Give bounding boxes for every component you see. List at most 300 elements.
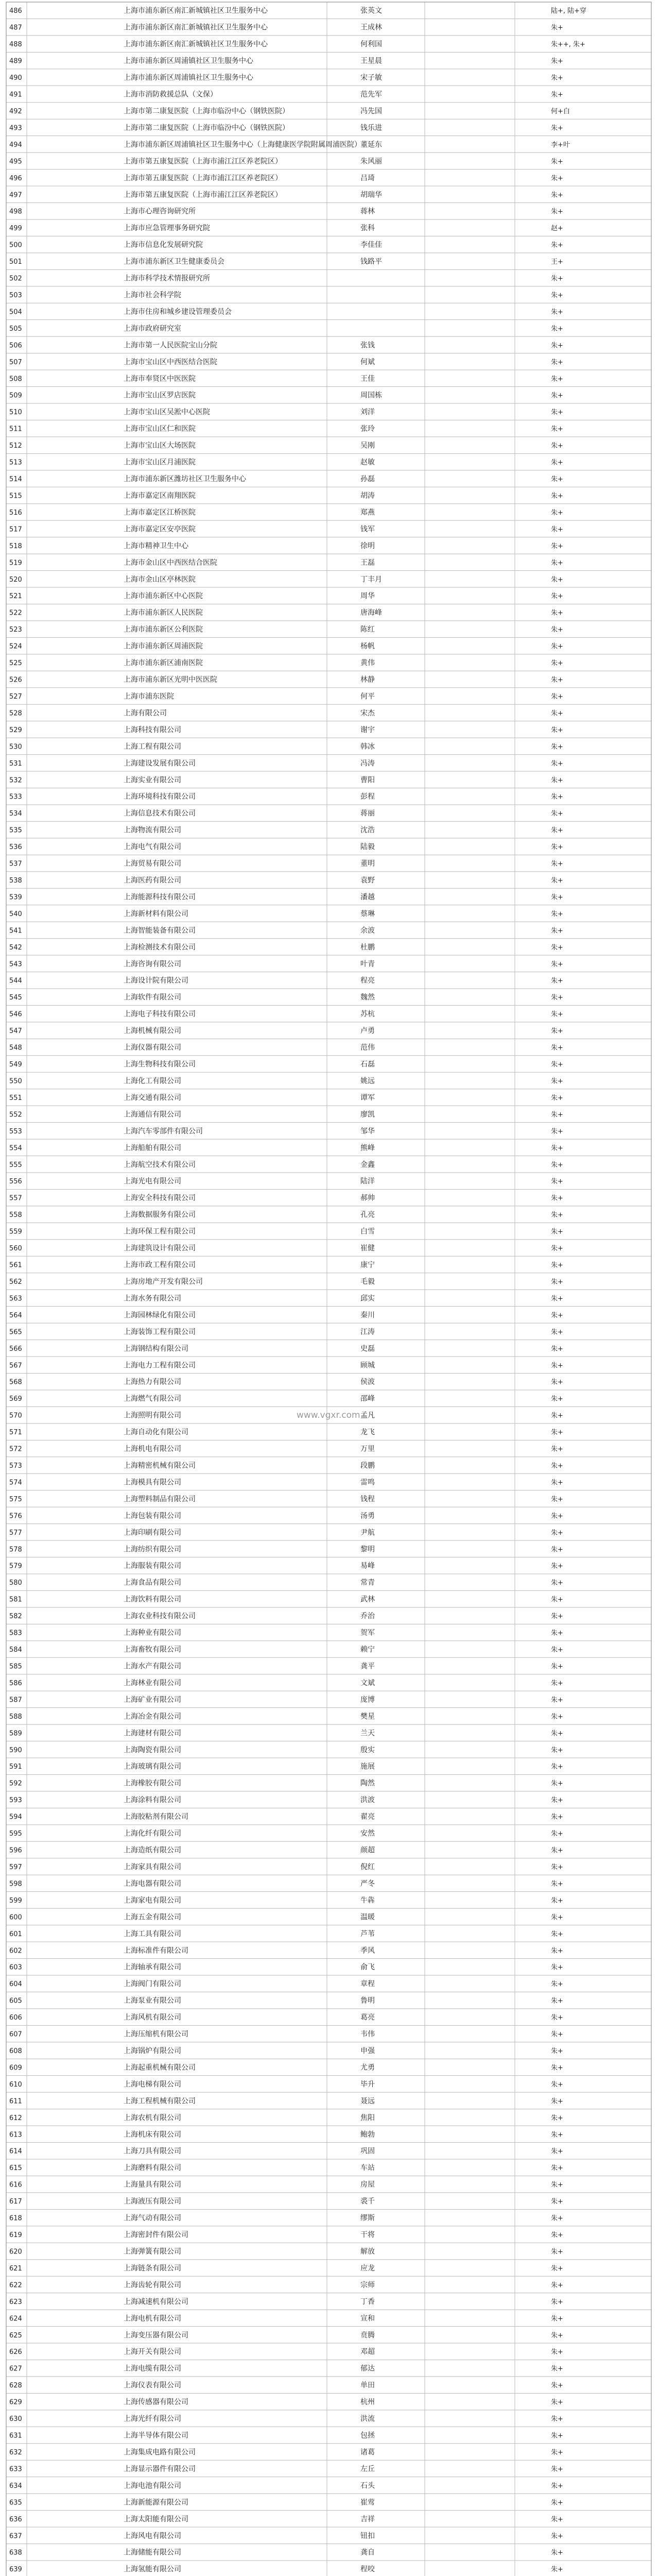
person-name: 唐海峰 <box>360 608 382 617</box>
person-name: 尤勇 <box>360 2063 375 2072</box>
row-number: 611 <box>9 2097 22 2106</box>
row-number: 551 <box>9 1094 22 1102</box>
person-name: 兰天 <box>360 1729 375 1738</box>
person-name: 崔健 <box>360 1244 375 1253</box>
person-name: 葛亮 <box>360 2013 375 2022</box>
company-name: 上海数据服务有限公司 <box>124 1211 196 1219</box>
person-name: 龚自 <box>360 2548 375 2557</box>
person-name: 车站 <box>360 2164 375 2173</box>
note-right: 朱+ <box>551 1412 563 1420</box>
person-name: 廖凯 <box>360 1110 375 1119</box>
company-name: 上海有限公司 <box>124 709 167 718</box>
row-number: 636 <box>9 2515 22 2523</box>
note-right: 朱+ <box>551 776 563 785</box>
person-name: 乔治 <box>360 1612 375 1621</box>
company-name: 上海安全科技有限公司 <box>124 1194 196 1202</box>
company-name: 上海机床有限公司 <box>124 2130 181 2139</box>
company-name: 上海气动有限公司 <box>124 2214 181 2223</box>
row-number: 535 <box>9 826 22 835</box>
person-name: 余波 <box>360 926 375 935</box>
note-right: 朱+ <box>551 626 563 634</box>
note-right: 朱+ <box>551 1479 563 1487</box>
note-right: 朱+ <box>551 1913 563 1922</box>
person-name: 包拯 <box>360 2431 375 2440</box>
company-name: 上海磨料有限公司 <box>124 2164 181 2173</box>
row-number: 587 <box>9 1696 22 1704</box>
row-number: 578 <box>9 1546 22 1554</box>
row-number: 497 <box>9 191 22 199</box>
note-right: 朱+ <box>551 375 563 383</box>
note-right: 朱+ <box>551 2131 563 2139</box>
note-right: 朱+ <box>551 275 563 283</box>
person-name: 王成林 <box>360 23 382 32</box>
company-name: 上海家电有限公司 <box>124 1896 181 1905</box>
note-right: 朱+ <box>551 559 563 567</box>
company-name: 上海水产有限公司 <box>124 1662 181 1671</box>
row-number: 519 <box>9 559 22 567</box>
note-right: 朱+ <box>551 308 563 316</box>
note-right: 朱+ <box>551 726 563 734</box>
company-name: 上海氢能有限公司 <box>124 2565 181 2574</box>
person-name: 范先军 <box>360 90 382 99</box>
company-name: 上海压缩机有限公司 <box>124 2030 188 2039</box>
note-right: 朱+ <box>551 526 563 534</box>
note-right: 朱+ <box>551 1345 563 1353</box>
row-number: 609 <box>9 2064 22 2072</box>
company-name: 上海市第一人民医院宝山分院 <box>124 341 217 350</box>
row-number: 557 <box>9 1194 22 1202</box>
row-number: 623 <box>9 2298 22 2306</box>
person-name: 樊星 <box>360 1712 375 1721</box>
person-name: 房屋 <box>360 2180 375 2189</box>
note-right: 朱+ <box>551 241 563 249</box>
person-name: 解放 <box>360 2247 375 2256</box>
company-name: 上海贸易有限公司 <box>124 859 181 868</box>
company-name: 上海农业科技有限公司 <box>124 1612 196 1621</box>
note-right: 朱+ <box>551 692 563 701</box>
company-name: 上海市嘉定区安亭医院 <box>124 525 196 534</box>
person-name: 侯波 <box>360 1378 375 1386</box>
row-number: 617 <box>9 2198 22 2206</box>
note-right: 朱+ <box>551 1546 563 1554</box>
person-name: 孟凡 <box>360 1411 375 1420</box>
note-right: 朱+ <box>551 2064 563 2072</box>
row-number: 552 <box>9 1111 22 1119</box>
note-right: 朱+ <box>551 1780 563 1788</box>
row-number: 526 <box>9 676 22 684</box>
person-name: 文斌 <box>360 1679 375 1687</box>
person-name: 干将 <box>360 2231 375 2240</box>
row-number: 523 <box>9 626 22 634</box>
person-name: 朱风丽 <box>360 157 382 166</box>
person-name: 秦川 <box>360 1311 375 1319</box>
note-right: 朱+ <box>551 1010 563 1019</box>
company-name: 上海种业有限公司 <box>124 1629 181 1637</box>
note-right: 朱+ <box>551 2281 563 2290</box>
person-name: 顾城 <box>360 1361 375 1370</box>
company-name: 上海化纤有限公司 <box>124 1829 181 1838</box>
note-right: 朱+ <box>551 609 563 617</box>
row-number: 504 <box>9 308 22 316</box>
company-name: 上海咨询有限公司 <box>124 960 181 969</box>
row-number: 607 <box>9 2030 22 2039</box>
note-right: 朱+ <box>551 1863 563 1871</box>
company-name: 上海集成电路有限公司 <box>124 2448 196 2456</box>
note-right: 朱+ <box>551 2231 563 2240</box>
person-name: 孙磊 <box>360 475 375 484</box>
company-name: 上海印刷有限公司 <box>124 1528 181 1537</box>
note-right: 朱+ <box>551 91 563 99</box>
note-right: 朱+ <box>551 2164 563 2173</box>
person-name: 贲腾 <box>360 2331 375 2340</box>
person-name: 邵峰 <box>360 1395 375 1403</box>
person-name: 应龙 <box>360 2264 375 2273</box>
row-number: 568 <box>9 1378 22 1386</box>
company-name: 上海阀门有限公司 <box>124 1980 181 1989</box>
note-right: 朱+ <box>551 74 563 82</box>
row-number: 543 <box>9 960 22 969</box>
note-right: 朱+ <box>551 1730 563 1738</box>
company-name: 上海物流有限公司 <box>124 826 181 835</box>
company-name: 上海市浦东新区周浦医院 <box>124 642 203 651</box>
person-name: 黎明 <box>360 1545 375 1554</box>
note-right: 朱+ <box>551 1646 563 1654</box>
note-right: 朱+ <box>551 2566 563 2574</box>
row-number: 583 <box>9 1629 22 1637</box>
company-name: 上海液压有限公司 <box>124 2197 181 2206</box>
company-name: 上海市心理咨询研究所 <box>124 207 196 216</box>
row-number: 563 <box>9 1295 22 1303</box>
person-name: 何斌 <box>360 358 375 366</box>
company-name: 上海科技有限公司 <box>124 725 181 734</box>
person-name: 胡瑞华 <box>360 191 382 199</box>
row-number: 626 <box>9 2348 22 2357</box>
note-right: 朱+ <box>551 1947 563 1955</box>
note-right: 朱+ <box>551 2014 563 2022</box>
person-name: 常青 <box>360 1579 375 1587</box>
row-number: 591 <box>9 1763 22 1771</box>
person-name: 宋子敏 <box>360 74 382 82</box>
note-right: 朱+ <box>551 509 563 517</box>
company-name: 上海显示器件有限公司 <box>124 2465 196 2473</box>
person-name: 宋杰 <box>360 709 375 718</box>
note-right: 朱+ <box>551 1211 563 1219</box>
person-name: 李佳佳 <box>360 241 382 249</box>
person-name: 江涛 <box>360 1328 375 1336</box>
person-name: 张科 <box>360 224 375 233</box>
note-right: 朱+ <box>551 1178 563 1186</box>
row-number: 502 <box>9 275 22 283</box>
row-number: 529 <box>9 726 22 734</box>
person-name: 邱实 <box>360 1294 375 1303</box>
note-right: 朱+ <box>551 1261 563 1269</box>
company-name: 上海医药有限公司 <box>124 876 181 885</box>
company-name: 上海刀具有限公司 <box>124 2147 181 2156</box>
row-number: 494 <box>9 141 22 149</box>
row-number: 572 <box>9 1445 22 1453</box>
note-right: 朱+ <box>551 1462 563 1470</box>
company-name: 上海通信有限公司 <box>124 1110 181 1119</box>
company-name: 上海机械有限公司 <box>124 1027 181 1036</box>
company-name: 上海五金有限公司 <box>124 1913 181 1922</box>
row-number: 562 <box>9 1278 22 1286</box>
row-number: 598 <box>9 1880 22 1888</box>
note-right: 王+ <box>551 258 563 266</box>
note-right: 朱+ <box>551 2499 563 2507</box>
person-name: 钮扣 <box>360 2532 375 2540</box>
row-number: 547 <box>9 1027 22 1036</box>
note-right: 朱+ <box>551 2398 563 2406</box>
person-name: 倪红 <box>360 1862 375 1871</box>
row-number: 548 <box>9 1044 22 1052</box>
row-number: 589 <box>9 1730 22 1738</box>
row-number: 491 <box>9 91 22 99</box>
note-right: 朱+ <box>551 1696 563 1704</box>
row-number: 604 <box>9 1980 22 1989</box>
company-name: 上海钢结构有限公司 <box>124 1344 188 1353</box>
note-right: 朱+ <box>551 1529 563 1537</box>
company-name: 上海市浦东新区南汇新城镇社区卫生服务中心 <box>124 7 268 15</box>
row-number: 580 <box>9 1579 22 1587</box>
person-name: 杨帆 <box>360 642 375 651</box>
row-number: 488 <box>9 41 22 49</box>
person-name: 董延东 <box>360 140 382 149</box>
row-number: 603 <box>9 1963 22 1972</box>
row-number: 530 <box>9 743 22 751</box>
company-name: 上海起重机械有限公司 <box>124 2063 196 2072</box>
person-name: 郁达 <box>360 2364 375 2373</box>
row-number: 631 <box>9 2432 22 2440</box>
note-right: 朱+ <box>551 2415 563 2424</box>
row-number: 594 <box>9 1813 22 1821</box>
row-number: 605 <box>9 1997 22 2005</box>
row-number: 509 <box>9 392 22 400</box>
person-name: 程亮 <box>360 976 375 985</box>
row-number: 520 <box>9 575 22 584</box>
person-name: 周国栋 <box>360 391 382 400</box>
person-name: 彭程 <box>360 792 375 801</box>
company-name: 上海市浦东新区周浦镇社区卫生服务中心 <box>124 57 253 65</box>
company-name: 上海新能源有限公司 <box>124 2498 188 2507</box>
row-number: 555 <box>9 1161 22 1169</box>
row-number: 637 <box>9 2532 22 2540</box>
company-name: 上海市浦东新区光明中医医院 <box>124 675 217 684</box>
company-name: 上海电池有限公司 <box>124 2481 181 2490</box>
note-right: 朱+ <box>551 191 563 199</box>
note-right: 朱+ <box>551 1663 563 1671</box>
person-name: 王星晨 <box>360 57 382 65</box>
person-name: 蒋丽 <box>360 809 375 818</box>
row-number: 625 <box>9 2331 22 2340</box>
note-right: 朱+ <box>551 2264 563 2273</box>
row-number: 487 <box>9 24 22 32</box>
note-right: 朱+ <box>551 1245 563 1253</box>
company-name: 上海市浦东新区公利医院 <box>124 625 203 634</box>
row-number: 624 <box>9 2315 22 2323</box>
person-name: 安然 <box>360 1829 375 1838</box>
company-name: 上海纺织有限公司 <box>124 1545 181 1554</box>
person-name: 钱军 <box>360 525 375 534</box>
company-name: 上海电机有限公司 <box>124 2314 181 2323</box>
person-name: 尹航 <box>360 1528 375 1537</box>
row-number: 596 <box>9 1846 22 1855</box>
note-right: 朱+ <box>551 1495 563 1503</box>
note-right: 朱+ <box>551 392 563 400</box>
company-name: 上海开关有限公司 <box>124 2348 181 2357</box>
row-number: 574 <box>9 1479 22 1487</box>
person-name: 胡涛 <box>360 492 375 500</box>
row-number: 486 <box>9 7 22 15</box>
note-right: 朱+ <box>551 759 563 768</box>
company-name: 上海半导体有限公司 <box>124 2431 188 2440</box>
note-right: 朱+ <box>551 810 563 818</box>
company-name: 上海工具有限公司 <box>124 1929 181 1938</box>
company-name: 上海环境科技有限公司 <box>124 792 196 801</box>
company-name: 上海市消防救援总队（文保） <box>124 90 217 99</box>
note-right: 朱+ <box>551 1512 563 1520</box>
row-number: 495 <box>9 158 22 166</box>
company-name: 上海齿轮有限公司 <box>124 2281 181 2290</box>
person-name: 陈红 <box>360 625 375 634</box>
note-right: 朱+ <box>551 2549 563 2557</box>
company-name: 上海市政工程有限公司 <box>124 1261 196 1269</box>
company-name: 上海精密机械有限公司 <box>124 1462 196 1470</box>
row-number: 508 <box>9 375 22 383</box>
note-right: 朱+ <box>551 425 563 433</box>
row-number: 559 <box>9 1228 22 1236</box>
row-number: 516 <box>9 509 22 517</box>
person-name: 鲁明 <box>360 1996 375 2005</box>
row-number: 505 <box>9 325 22 333</box>
company-name: 上海仪器有限公司 <box>124 1043 181 1052</box>
row-number: 606 <box>9 2014 22 2022</box>
company-name: 上海标准件有限公司 <box>124 1946 188 1955</box>
company-name: 上海设计院有限公司 <box>124 976 188 985</box>
note-right: 朱+ <box>551 960 563 969</box>
row-number: 592 <box>9 1780 22 1788</box>
person-name: 白雪 <box>360 1227 375 1236</box>
person-name: 韦伟 <box>360 2030 375 2039</box>
person-name: 单田 <box>360 2381 375 2390</box>
note-right: 朱+ <box>551 1228 563 1236</box>
company-name: 上海交通有限公司 <box>124 1093 181 1102</box>
person-name: 陆毅 <box>360 843 375 852</box>
note-right: 朱+ <box>551 1613 563 1621</box>
person-name: 叶青 <box>360 960 375 969</box>
note-right: 朱+ <box>551 409 563 417</box>
note-right: 朱+ <box>551 2482 563 2490</box>
row-number: 489 <box>9 57 22 65</box>
person-name: 林静 <box>360 675 375 684</box>
note-right: 朱+ <box>551 2080 563 2089</box>
row-number: 532 <box>9 776 22 785</box>
row-number: 630 <box>9 2415 22 2424</box>
note-right: 朱+ <box>551 642 563 651</box>
person-name: 韩冰 <box>360 742 375 751</box>
row-number: 619 <box>9 2231 22 2240</box>
note-right: 朱+ <box>551 994 563 1002</box>
company-name: 上海轴承有限公司 <box>124 1963 181 1972</box>
row-number: 614 <box>9 2147 22 2156</box>
person-name: 武林 <box>360 1595 375 1604</box>
row-number: 627 <box>9 2365 22 2373</box>
note-right: 朱+ <box>551 826 563 835</box>
company-name: 上海市应急管理事务研究院 <box>124 224 210 233</box>
company-name: 上海林业有限公司 <box>124 1679 181 1687</box>
row-number: 565 <box>9 1328 22 1336</box>
company-name: 上海弹簧有限公司 <box>124 2247 181 2256</box>
person-name: 姚远 <box>360 1077 375 1086</box>
note-right: 朱+ <box>551 1797 563 1805</box>
note-right: 朱+ <box>551 542 563 550</box>
note-right: 朱+ <box>551 1295 563 1303</box>
company-name: 上海光纤有限公司 <box>124 2415 181 2424</box>
row-number: 564 <box>9 1311 22 1319</box>
note-right: 朱+ <box>551 208 563 216</box>
row-number: 616 <box>9 2181 22 2189</box>
person-name: 杭州 <box>360 2398 375 2406</box>
person-name: 张英文 <box>360 7 382 15</box>
note-right: 朱+ <box>551 659 563 668</box>
row-number: 498 <box>9 208 22 216</box>
company-name: 上海传感器有限公司 <box>124 2398 188 2406</box>
person-name: 易峰 <box>360 1562 375 1570</box>
company-name: 上海造纸有限公司 <box>124 1846 181 1855</box>
note-right: 朱+ <box>551 1763 563 1771</box>
note-right: 朱+ <box>551 1077 563 1086</box>
person-name: 左丘 <box>360 2465 375 2473</box>
company-name: 上海服装有限公司 <box>124 1562 181 1570</box>
row-number: 490 <box>9 74 22 82</box>
person-name: 郑燕 <box>360 508 375 517</box>
person-name: 洪波 <box>360 1796 375 1805</box>
company-name: 上海农机有限公司 <box>124 2113 181 2122</box>
company-name: 上海市精神卫生中心 <box>124 541 188 550</box>
person-name: 魏然 <box>360 993 375 1002</box>
note-right: 朱+ <box>551 2331 563 2340</box>
note-right: 朱+ <box>551 1596 563 1604</box>
company-name: 上海电力工程有限公司 <box>124 1361 196 1370</box>
person-name: 卢勇 <box>360 1027 375 1036</box>
person-name: 崔莺 <box>360 2498 375 2507</box>
company-name: 上海水务有限公司 <box>124 1294 181 1303</box>
company-name: 上海自动化有限公司 <box>124 1428 188 1437</box>
person-name: 陶然 <box>360 1779 375 1788</box>
person-name: 俞飞 <box>360 1963 375 1972</box>
row-number: 524 <box>9 642 22 651</box>
row-number: 593 <box>9 1797 22 1805</box>
note-right: 朱+ <box>551 1629 563 1637</box>
person-name: 熊峰 <box>360 1144 375 1153</box>
note-right: 朱+ <box>551 1278 563 1286</box>
company-name: 上海市奉贤区中医医院 <box>124 375 196 383</box>
company-name: 上海食品有限公司 <box>124 1579 181 1587</box>
company-name: 上海市宝山区月浦医院 <box>124 458 196 467</box>
note-right: 朱+ <box>551 1362 563 1370</box>
row-number: 501 <box>9 258 22 266</box>
row-number: 534 <box>9 810 22 818</box>
company-name: 上海生物科技有限公司 <box>124 1060 196 1069</box>
company-name: 上海泵业有限公司 <box>124 1996 181 2005</box>
note-right: 朱+ <box>551 342 563 350</box>
person-name: 蔡琳 <box>360 909 375 918</box>
company-name: 上海房地产开发有限公司 <box>124 1277 203 1286</box>
company-name: 上海量具有限公司 <box>124 2180 181 2189</box>
note-right: 朱+ <box>551 843 563 852</box>
person-name: 何利国 <box>360 40 382 49</box>
row-number: 518 <box>9 542 22 550</box>
row-number: 549 <box>9 1061 22 1069</box>
